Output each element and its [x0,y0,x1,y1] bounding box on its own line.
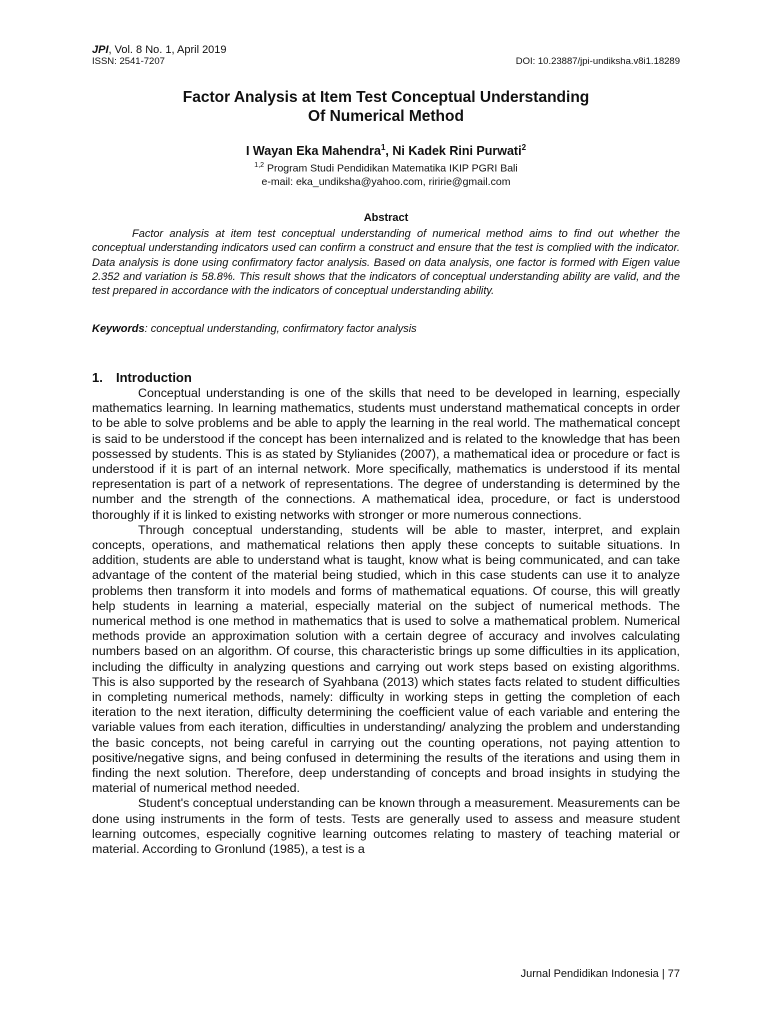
keywords [92,322,680,336]
introduction-section [92,370,680,857]
page-footer: Jurnal Pendidikan Indonesia | 77 [520,968,680,980]
abstract-text: Factor analysis at item test conceptual understanding of numerical method aims to find out whether the conceptual understanding indicators used can confirm a construct and ensure that the test is complied with the indicator. Data analysis is done using confirmatory factor analysis. Based on data analysis, one factor is formed with Eigen value 2.352 and variation is 58.8%. This result shows that the indicators of conceptual understanding ability are valid, and the test prepared in accordance with the indicators of conceptual understanding ability. [92,228,680,298]
body-paragraph: Conceptual understanding is one of the skills that need to be developed in learning, especially mathematics learning. In learning mathematics, students must understand mathematical concepts in order to be able to solve problems and be able to apply the learning in the real world. The mathematical concept is said to be understood if the concept has been internalized and is related to the knowledge that has been possessed by students. This is as stated by Stylianides (2007), a mathematical idea or procedure or fact is understood if it is part of an internal network. More specifically, mathematics is understood if its mental representation is part of a network of representations. The degree of understanding is determined by the number and the strength of the connections. A mathematical idea, procedure, or fact is understood thoroughly if it is linked to existing networks with stronger or more numerous connections. [92,386,680,522]
volume-info: , Vol. 8 No. 1, April 2019 [108,44,227,56]
affiliation-mark: 1,2 [254,162,265,170]
journal-volume-line [92,44,680,56]
running-header [92,44,680,68]
section-title: Introduction [116,370,192,385]
issn: ISSN: 2541-7207 [92,56,165,67]
author-emails: e-mail: eka_undiksha@yahoo.com, riririe@gmail.com [261,175,511,188]
section-number: 1. [92,370,103,385]
issn-doi-line [92,56,680,68]
title-line-1: Factor Analysis at Item Test Conceptual Understanding [182,89,590,106]
doi: DOI: 10.23887/jpi-undiksha.v8i1.18289 [515,56,680,67]
abstract-heading: Abstract [363,212,409,224]
author-block [92,140,680,189]
body-paragraph: Student's conceptual understanding can be known through a measurement. Measurements can be done using instruments in the form of tests. Tests are generally used to assess and measure student learning outcomes, especially cognitive learning outcomes relating to mastery of teaching material or material. According to Gronlund (1985), a test is a [92,796,680,857]
author-2-affiliation-mark: 2 [521,143,527,152]
author-names [92,140,680,159]
abstract-section [92,211,680,298]
keywords-label: Keywords [92,323,145,335]
journal-abbreviation: JPI [92,44,109,56]
author-1-affiliation-mark: 1 [380,143,386,152]
title-line-2: Of Numerical Method [308,108,464,125]
author-separator: , [385,144,393,159]
keywords-text: : conceptual understanding, confirmatory factor analysis [144,323,417,335]
author-2: Ni Kadek Rini Purwati [392,144,522,159]
section-heading-introduction [92,370,680,386]
body-paragraph: Through conceptual understanding, students will be able to master, interpret, and explain concepts, operations, and mathematical relations then apply these concepts to suitable situations. In addition, students are able to understand what is taught, know what is being communicated, and can take advantage of the content of the material being studied, which in this case students can use it to analyze problems then transform it into models and forms of mathematical equations. Of course, this will greatly help students in learning a material, especially material on the subject of numerical methods. The numerical method is one method in mathematics that is used to solve a mathematical problem. Numerical methods provide an approximation solution with a certain degree of accuracy and involves calculating numbers based on an algorithm. Of course, this characteristic brings up some difficulties in its application, including the difficulty in analyzing questions and carrying out work steps based on existing algorithms. This is also supported by the research of Syahbana (2013) which states facts related to student difficulties in completing numerical methods, namely: difficulty in working steps in getting the completion of each iteration to the next iteration, difficulty determining the coefficient value of each variable and entering the variable values from each iteration, difficulties in understanding/ analyzing the problem and understanding the basic concepts, not being careful in carrying out the counting operations, not paying attention to positive/negative signs, and being confused in determining the results of the iterations and using them in finding the next solution. Therefore, deep understanding of concepts and broad insights in studying the material of numerical method needed. [92,522,680,796]
paper-title [92,88,680,126]
affiliation [92,159,680,176]
affiliation-text: Program Studi Pendidikan Matematika IKIP PGRI Bali [264,162,518,175]
author-1: I Wayan Eka Mahendra [245,144,381,159]
